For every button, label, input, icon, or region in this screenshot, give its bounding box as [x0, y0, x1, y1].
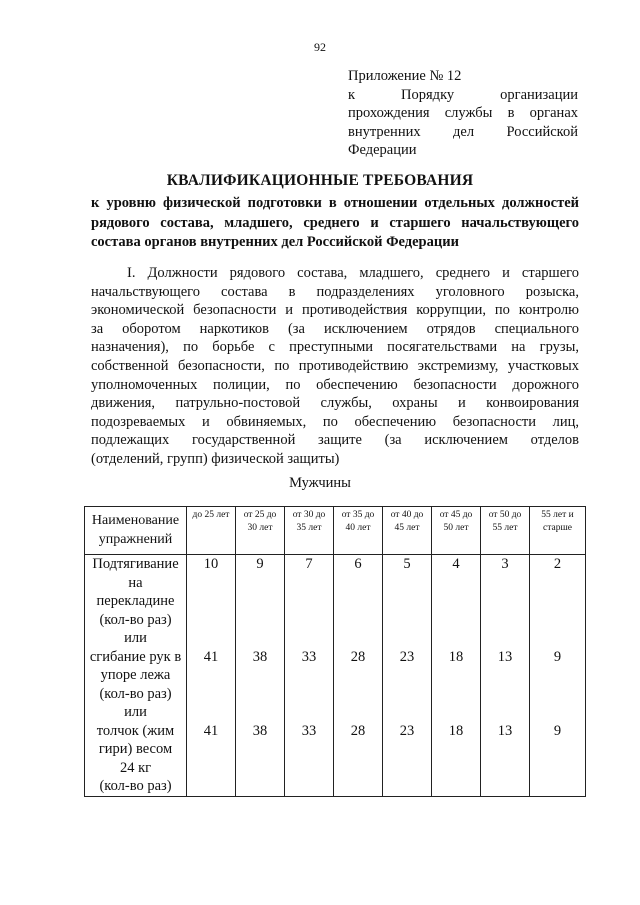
value-cell: 3 13 13 — [481, 555, 530, 797]
subtitle-line: состава органов внутренних дел Российской Федерации — [91, 234, 459, 250]
value-cell: 7 33 33 — [285, 555, 334, 797]
header-age-group: от 40 до 45 лет — [383, 507, 432, 555]
appendix-header — [348, 67, 578, 160]
appendix-line: прохождения службы в органах — [348, 105, 578, 121]
paragraph-line: I. Должности рядового состава, младшего, среднего и старшего — [127, 265, 579, 281]
page-number: 92 — [314, 40, 326, 54]
section-paragraph — [91, 264, 579, 469]
header-age-group: 55 лет и старше — [530, 507, 586, 555]
paragraph-line: собственной безопасности, по противодействию экстремизму, участковых — [91, 357, 579, 374]
table-row — [85, 555, 586, 797]
document-title: КВАЛИФИКАЦИОННЫЕ ТРЕБОВАНИЯ — [166, 172, 474, 189]
header-age-group: от 45 до 50 лет — [432, 507, 481, 555]
requirements-table — [84, 506, 586, 797]
table-header-row — [85, 507, 586, 555]
value-cell: 9 38 38 — [236, 555, 285, 797]
value-cell: 10 41 41 — [187, 555, 236, 797]
header-age-group: от 25 до 30 лет — [236, 507, 285, 555]
header-age-group: от 50 до 55 лет — [481, 507, 530, 555]
paragraph-line: подозреваемых и обвиняемых, по обеспечению безопасности лиц, — [91, 413, 579, 430]
appendix-line: к Порядку организации — [348, 86, 578, 103]
value-cell: 2 9 9 — [530, 555, 586, 797]
paragraph-line: начальствующего состава в подразделениях уголовного розыска, — [91, 283, 579, 300]
header-age-group: от 30 до 35 лет — [285, 507, 334, 555]
paragraph-line: движения, патрульно-постовой службы, охраны и конвоирования — [91, 395, 579, 412]
subtitle-line: рядового состава, младшего, среднего и старшего начальствующего — [91, 214, 579, 231]
subtitle-line: к уровню физической подготовки в отношении отдельных должностей — [91, 195, 579, 211]
value-cell: 5 23 23 — [383, 555, 432, 797]
paragraph-line: подлежащих государственной защите (за исключением отделов — [91, 432, 579, 449]
paragraph-line: за оборотом наркотиков (за исключением отрядов специального — [91, 320, 579, 337]
paragraph-line: назначения), по борьбе с преступными посягательствами на грузы, — [91, 339, 579, 356]
appendix-line: внутренних дел Российской — [348, 123, 578, 140]
paragraph-line: экономической безопасности и противодействия коррупции, по контролю — [91, 302, 579, 319]
header-exercise-name: Наименование упражнений — [85, 507, 187, 555]
header-age-group: от 35 до 40 лет — [334, 507, 383, 555]
exercise-name-cell: Подтягивание на перекладине (кол-во раз) или сгибание рук в упоре лежа (кол-во раз) или толчок (жим гири) весом 24 кг (кол-во раз) — [85, 555, 187, 797]
value-cell: 6 28 28 — [334, 555, 383, 797]
appendix-line: Приложение № 12 — [348, 68, 462, 84]
document-subtitle — [91, 194, 579, 253]
value-cell: 4 18 18 — [432, 555, 481, 797]
paragraph-line: уполномоченных полиции, по обеспечению безопасности дорожного — [91, 376, 579, 393]
header-age-group: до 25 лет — [187, 507, 236, 555]
table-caption: Мужчины — [289, 475, 351, 491]
paragraph-line: (отделений, групп) физической защиты) — [91, 450, 340, 467]
appendix-line: Федерации — [348, 142, 417, 158]
